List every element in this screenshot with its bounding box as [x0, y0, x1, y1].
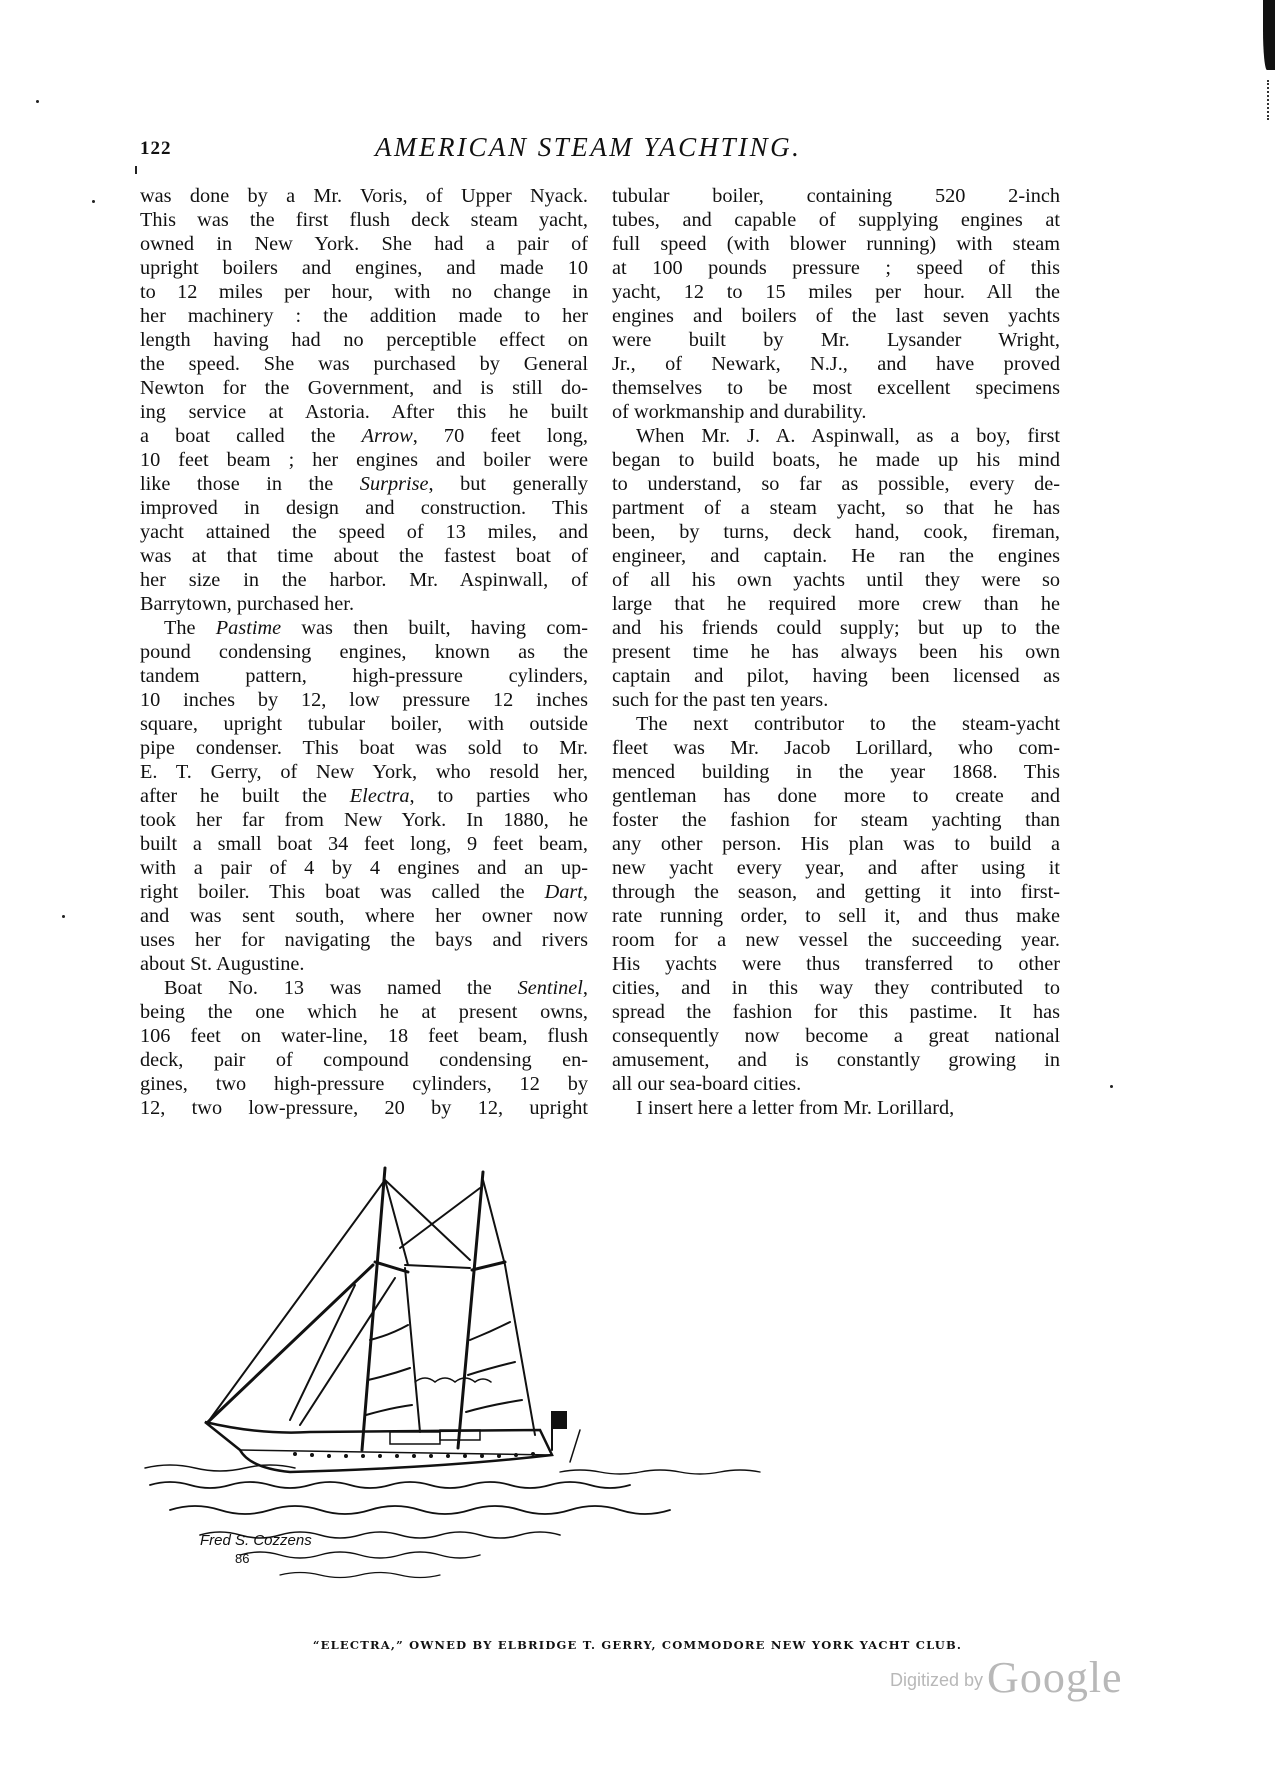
text-line: gines, two high-pressure cylinders, 12 by [140, 1073, 588, 1095]
text-line: length having had no perceptible effect on [140, 329, 588, 351]
text-line: engineer, and captain. He ran the engines [612, 545, 1060, 567]
text-line: were built by Mr. Lysander Wright, [612, 329, 1060, 351]
text-line: Jr., of Newark, N.J., and have proved [612, 353, 1060, 375]
text-line: spread the fashion for this pastime. It has [612, 1001, 1060, 1023]
text-line: tubes, and capable of supplying engines at [612, 209, 1060, 231]
text-line: When Mr. J. A. Aspinwall, as a boy, first [636, 425, 1060, 447]
text-line: This was the first flush deck steam yacht, [140, 209, 588, 231]
text-line: foster the fashion for steam yachting than [612, 809, 1060, 831]
text-line: 10 inches by 12, low pressure 12 inches [140, 689, 588, 711]
text-line: 12, two low-pressure, 20 by 12, upright [140, 1097, 588, 1119]
ship-name: Surprise [359, 473, 429, 495]
text-column-left [140, 184, 588, 1120]
text-line: her size in the harbor. Mr. Aspinwall, of [140, 569, 588, 591]
scan-speck [1110, 1085, 1113, 1088]
text-line: been, by turns, deck hand, cook, fireman, [612, 521, 1060, 543]
text-line: pipe condenser. This boat was sold to Mr. [140, 737, 588, 759]
text-line: began to build boats, he made up his mind [612, 449, 1060, 471]
text-line: new yacht every year, and after using it [612, 857, 1060, 879]
artist-signature-year: 86 [235, 1551, 250, 1566]
text-line: tubular boiler, containing 520 2-inch [612, 185, 1060, 207]
text-line: tandem pattern, high-pressure cylinders, [140, 665, 588, 687]
text-line: being the one which he at present owns, [140, 1001, 588, 1023]
text-line: any other person. His plan was to build a [612, 833, 1060, 855]
text-line: upright boilers and engines, and made 10 [140, 257, 588, 279]
ship-name: Electra [349, 785, 410, 807]
scan-tick-mark [135, 166, 137, 174]
text-line: square, upright tubular boiler, with outside [140, 713, 588, 735]
text-line: themselves to be most excellent specimens [612, 377, 1060, 399]
scan-speck [36, 100, 39, 103]
ship-name: Sentinel [517, 977, 583, 999]
text-line: all our sea-board cities. [612, 1073, 802, 1095]
text-line: ing service at Astoria. After this he built [140, 401, 588, 423]
text-line: was at that time about the fastest boat of [140, 545, 588, 567]
text-line: to 12 miles per hour, with no change in [140, 281, 588, 303]
scan-speck [62, 915, 65, 918]
ship-name: Arrow [361, 425, 413, 447]
text-line: partment of a steam yacht, so that he has [612, 497, 1060, 519]
text-line: like those in the Surprise, but generally [140, 473, 588, 495]
text-line: right boiler. This boat was called the Dart, [140, 881, 588, 903]
text-line: of all his own yachts until they were so [612, 569, 1060, 591]
text-line: 10 feet beam ; her engines and boiler were [140, 449, 588, 471]
text-column-right [612, 184, 1060, 1120]
scan-edge-dots [1267, 80, 1271, 120]
text-line: uses her for navigating the bays and rivers [140, 929, 588, 951]
text-line: engines and boilers of the last seven yachts [612, 305, 1060, 327]
text-line: rate running order, to sell it, and thus make [612, 905, 1060, 927]
text-line: and was sent south, where her owner now [140, 905, 588, 927]
page-number: 122 [140, 138, 172, 159]
text-line: E. T. Gerry, of New York, who resold her, [140, 761, 588, 783]
text-line: consequently now become a great national [612, 1025, 1060, 1047]
ship-name: Pastime [215, 617, 282, 639]
text-line: Boat No. 13 was named the Sentinel, [164, 977, 588, 999]
text-line: to understand, so far as possible, every de- [612, 473, 1060, 495]
text-line: captain and pilot, having been licensed as [612, 665, 1060, 687]
text-line: her machinery : the addition made to her [140, 305, 588, 327]
text-line: I insert here a letter from Mr. Lorillard, [636, 1097, 955, 1119]
text-line: through the season, and getting it into first- [612, 881, 1060, 903]
text-line: and his friends could supply; but up to the [612, 617, 1060, 639]
text-line: yacht attained the speed of 13 miles, and [140, 521, 588, 543]
text-line: deck, pair of compound condensing en- [140, 1049, 588, 1071]
text-line: room for a new vessel the succeeding year. [612, 929, 1060, 951]
scan-edge-mark [1263, 0, 1275, 70]
text-line: gentleman has done more to create and [612, 785, 1060, 807]
text-line: after he built the Electra, to parties who [140, 785, 588, 807]
figure-caption: “ELECTRA,” OWNED BY ELBRIDGE T. GERRY, COMMODORE NEW YORK YACHT CLUB. [312, 1638, 963, 1652]
text-line: fleet was Mr. Jacob Lorillard, who com- [612, 737, 1060, 759]
text-line: improved in design and construction. This [140, 497, 588, 519]
text-line: about St. Augustine. [140, 953, 305, 975]
text-line: His yachts were thus transferred to other [612, 953, 1060, 975]
google-logo: Google [987, 1653, 1123, 1702]
text-line: the speed. She was purchased by General [140, 353, 588, 375]
text-line: full speed (with blower running) with steam [612, 233, 1060, 255]
text-line: menced building in the year 1868. This [612, 761, 1060, 783]
text-line: Newton for the Government, and is still do- [140, 377, 588, 399]
text-line: owned in New York. She had a pair of [140, 233, 588, 255]
scan-speck [92, 200, 95, 203]
text-line: was done by a Mr. Voris, of Upper Nyack. [140, 185, 588, 207]
text-line: Barrytown, purchased her. [140, 593, 355, 615]
running-head: AMERICAN STEAM YACHTING. [375, 132, 802, 162]
text-line: large that he required more crew than he [612, 593, 1060, 615]
text-line: 106 feet on water-line, 18 feet beam, flush [140, 1025, 588, 1047]
text-line: The Pastime was then built, having com- [164, 617, 589, 639]
ship-name: Dart [544, 881, 583, 903]
text-line: of workmanship and durability. [612, 401, 867, 423]
text-line: at 100 pounds pressure ; speed of this [612, 257, 1060, 279]
digitized-watermark [890, 1652, 1123, 1703]
text-line: present time he has always been his own [612, 641, 1060, 663]
yacht-illustration [140, 1150, 1140, 1610]
text-line: amusement, and is constantly growing in [612, 1049, 1060, 1071]
text-line: with a pair of 4 by 4 engines and an up- [140, 857, 588, 879]
artist-signature: Fred S. Cozzens [200, 1532, 312, 1549]
watermark-prefix: Digitized by [890, 1670, 984, 1690]
text-line: pound condensing engines, known as the [140, 641, 588, 663]
text-line: such for the past ten years. [612, 689, 829, 711]
text-line: took her far from New York. In 1880, he [140, 809, 588, 831]
text-line: The next contributor to the steam-yacht [636, 713, 1060, 735]
text-line: a boat called the Arrow, 70 feet long, [140, 425, 588, 447]
text-line: built a small boat 34 feet long, 9 feet beam, [140, 833, 588, 855]
text-line: yacht, 12 to 15 miles per hour. All the [612, 281, 1060, 303]
text-line: cities, and in this way they contributed to [612, 977, 1060, 999]
